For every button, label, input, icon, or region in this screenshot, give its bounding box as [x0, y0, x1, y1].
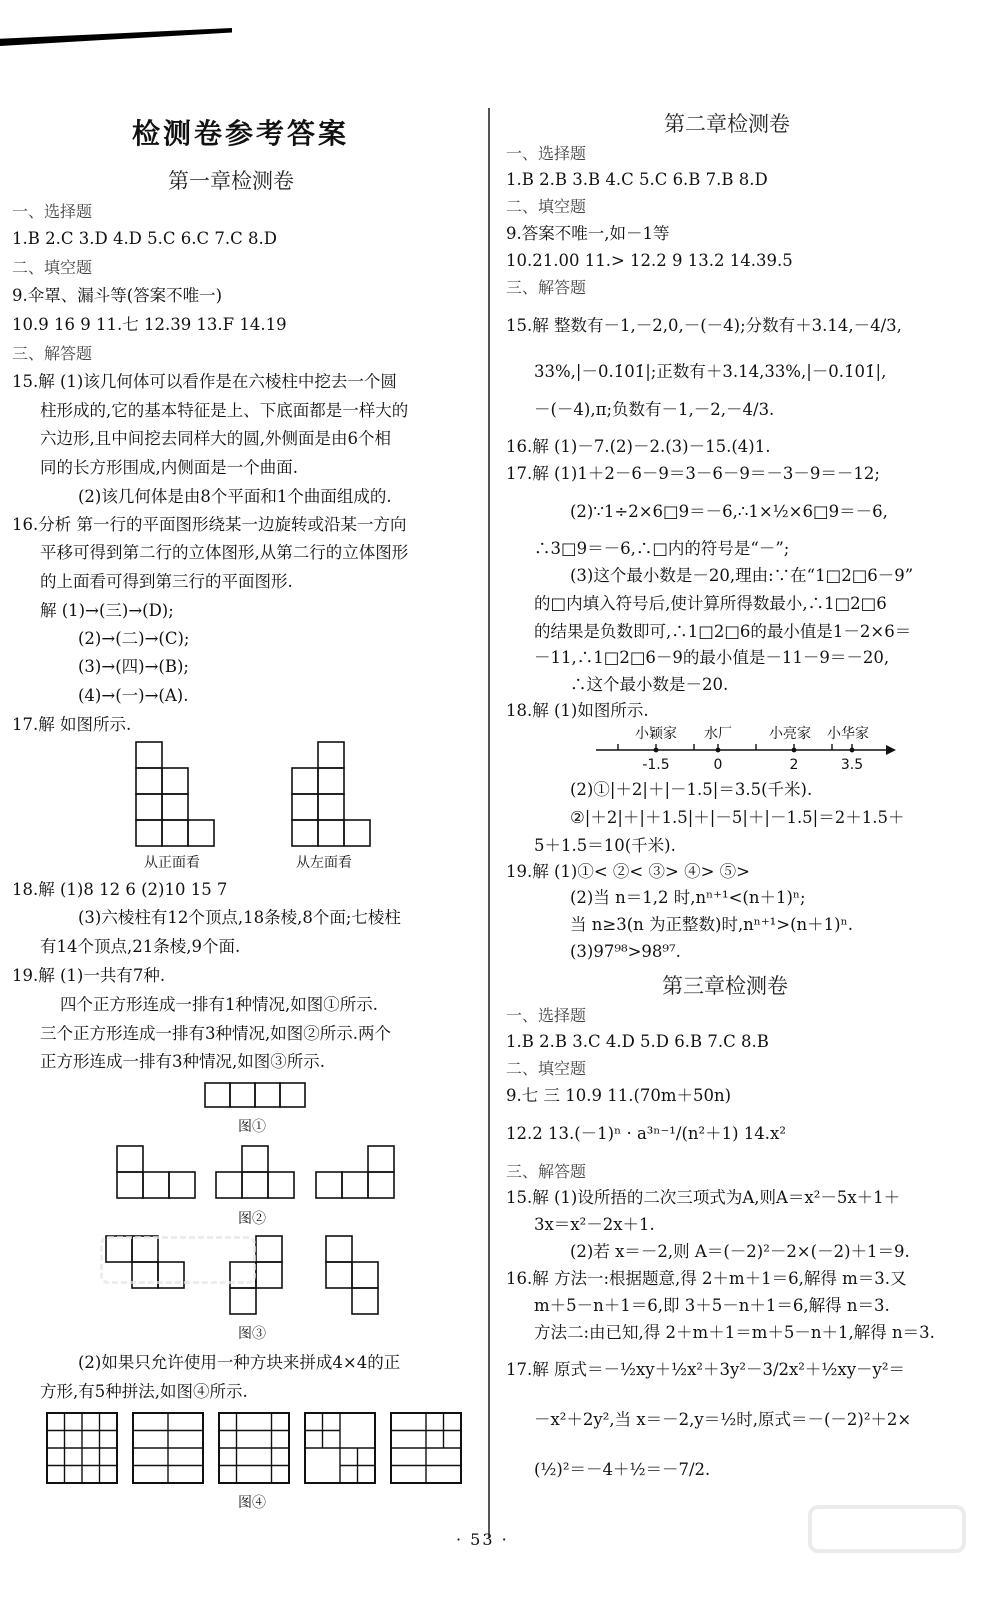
- nl-tick: 3.5: [840, 757, 864, 773]
- nl-label: 水厂: [704, 726, 732, 742]
- answer-line: 9.伞罩、漏斗等(答案不唯一): [12, 286, 223, 305]
- answer-line: 10.21.00 11.> 12.2 9 13.2 14.39.5: [506, 251, 793, 270]
- answer-line: 16.分析 第一行的平面图形绕某一边旋转或沿某一方向: [12, 515, 407, 534]
- answer-line: (2)→(二)→(C);: [78, 629, 190, 648]
- answer-line: (3)这个最小数是－20,理由:∵在“1□2□6－9”: [570, 566, 914, 585]
- answer-line: 19.解 (1)①< ②< ③> ④> ⑤>: [506, 862, 750, 881]
- section-heading: 一、选择题: [506, 1006, 587, 1025]
- chapter3-title: 第三章检测卷: [662, 974, 788, 998]
- answer-line: 3x＝x²－2x＋1.: [534, 1215, 655, 1234]
- answer-line: 15.解 (1)该几何体可以看作是在六棱柱中挖去一个圆: [12, 372, 397, 391]
- answer-line: (3)→(四)→(B);: [78, 657, 189, 676]
- answer-line: 17.解 如图所示.: [12, 715, 132, 734]
- answer-line: m＋5－n＋1＝6,即 3＋5－n＋1＝6,解得 n＝3.: [534, 1296, 890, 1315]
- top-decor-bar: [0, 28, 232, 46]
- page-title: 检测卷参考答案: [132, 117, 350, 150]
- caption-left-view: 从左面看: [296, 855, 352, 871]
- nl-tick: 0: [713, 757, 723, 773]
- answer-line: －11,∴1□2□6－9的最小值是－11－9＝－20,: [534, 648, 890, 667]
- answer-line: 16.解 方法一:根据题意,得 2＋m＋1＝6,解得 m＝3.又: [506, 1269, 907, 1288]
- answer-line: ∴这个最小数是－20.: [570, 675, 729, 694]
- section-heading: 二、填空题: [506, 197, 587, 216]
- answer-line: 17.解 原式＝－½xy＋½x²＋3y²－3/2x²＋½xy－y²＝: [506, 1360, 905, 1379]
- figure-4-caption: 图④: [238, 1495, 266, 1511]
- answer-line: (3)六棱柱有12个顶点,18条棱,8个面;七棱柱: [78, 908, 401, 927]
- watermark-logo: [808, 1505, 966, 1553]
- answer-line: 方法二:由已知,得 2＋m＋1＝m＋5－n＋1,解得 n＝3.: [534, 1323, 935, 1342]
- answer-line: ∴3□9＝－6,∴□内的符号是“－”;: [534, 539, 790, 558]
- answer-line: 15.解 (1)设所捂的二次三项式为A,则A＝x²－5x＋1＋: [506, 1188, 901, 1207]
- section-heading: 一、选择题: [12, 202, 93, 221]
- answer-line: 1.B 2.B 3.B 4.C 5.C 6.B 7.B 8.D: [506, 170, 768, 189]
- figure-1-caption: 图①: [238, 1119, 266, 1135]
- answer-line: －x²＋2y²,当 x＝－2,y＝½时,原式＝－(－2)²＋2×: [534, 1410, 912, 1429]
- answer-line: 的□内填入符号后,使计算所得数最小,∴1□2□6: [534, 594, 887, 613]
- section-heading: 三、解答题: [506, 1162, 587, 1181]
- chapter2-title: 第二章检测卷: [664, 112, 790, 136]
- page-number: · 53 ·: [456, 1530, 509, 1549]
- answer-line: 解 (1)→(三)→(D);: [40, 601, 174, 620]
- answer-line: 的上面看可得到第三行的平面图形.: [40, 572, 293, 591]
- nl-label: 小华家: [827, 726, 869, 742]
- answer-line: 9.答案不唯一,如－1等: [506, 224, 670, 243]
- section-heading: 三、解答题: [506, 278, 587, 297]
- nl-label: 小亮家: [769, 726, 811, 742]
- figure-3-caption: 图③: [238, 1326, 266, 1342]
- answer-line: (3)97⁹⁸>98⁹⁷.: [570, 942, 681, 961]
- answer-line: (2)如果只允许使用一种方块来拼成4×4的正: [78, 1353, 401, 1372]
- answer-line: 方形,有5种拼法,如图④所示.: [40, 1382, 248, 1401]
- answer-line: (2)若 x＝－2,则 A＝(－2)²－2×(－2)＋1＝9.: [570, 1242, 910, 1261]
- answer-line: (2)该几何体是由8个平面和1个曲面组成的.: [78, 487, 392, 506]
- answer-line: 10.9 16 9 11.七 12.39 13.F 14.19: [12, 315, 287, 334]
- section-heading: 二、填空题: [506, 1059, 587, 1078]
- answer-line: 19.解 (1)一共有7种.: [12, 966, 166, 985]
- nl-tick: 2: [789, 757, 799, 773]
- section-heading: 二、填空题: [12, 258, 93, 277]
- answer-line: ②|＋2|＋|＋1.5|＋|－5|＋|－1.5|＝2＋1.5＋: [570, 808, 905, 827]
- nl-tick: -1.5: [642, 757, 670, 773]
- answer-line: 当 n≥3(n 为正整数)时,nⁿ⁺¹>(n＋1)ⁿ.: [570, 915, 853, 934]
- answer-line: 柱形成的,它的基本特征是上、下底面都是一样大的: [40, 401, 409, 420]
- answer-line: 15.解 整数有－1,－2,0,－(－4);分数有＋3.14,－4/3,: [506, 316, 902, 335]
- caption-front-view: 从正面看: [144, 855, 200, 871]
- answer-line: 正方形连成一排有3种情况,如图③所示.: [40, 1052, 325, 1071]
- answer-line: 四个正方形连成一排有1种情况,如图①所示.: [60, 995, 378, 1014]
- answer-line: 5＋1.5＝10(千米).: [534, 836, 676, 855]
- answer-line: 9.七 三 10.9 11.(70m＋50n): [506, 1086, 732, 1105]
- figure-2-shapes: [116, 1145, 396, 1199]
- answer-line: 六边形,且中间挖去同样大的圆,外侧面是由6个相: [40, 429, 391, 448]
- answer-line: 同的长方形围成,内侧面是一个曲面.: [40, 458, 298, 477]
- figure-2-caption: 图②: [238, 1211, 266, 1227]
- answer-line: －(－4),π;负数有－1,－2,－4/3.: [534, 400, 775, 419]
- answer-line: 平移可得到第二行的立体图形,从第二行的立体图形: [40, 543, 409, 562]
- watermark-stamp: [100, 1236, 256, 1284]
- answer-line: (2)当 n＝1,2 时,nⁿ⁺¹<(n＋1)ⁿ;: [570, 888, 806, 907]
- nl-label: 小颖家: [635, 726, 677, 742]
- column-divider: [488, 108, 490, 1538]
- answer-line: 17.解 (1)1＋2－6－9＝3－6－9＝－3－9＝－12;: [506, 464, 880, 483]
- section-heading: 三、解答题: [12, 344, 93, 363]
- answer-line: 12.2 13.(－1)ⁿ · a³ⁿ⁻¹/(n²＋1) 14.x²: [506, 1124, 786, 1143]
- answer-line: 33%,|－0.1̇01̇|;正数有＋3.14,33%,|－0.1̇01̇|,: [534, 362, 887, 381]
- number-line: [596, 724, 896, 774]
- answer-line: 的结果是负数即可,∴1□2□6的最小值是1－2×6＝: [534, 622, 912, 641]
- answer-line: 18.解 (1)如图所示.: [506, 701, 649, 720]
- views-figure: [136, 742, 376, 846]
- answer-line: 1.B 2.C 3.D 4.D 5.C 6.C 7.C 8.D: [12, 229, 277, 248]
- chapter1-title: 第一章检测卷: [168, 169, 294, 193]
- section-heading: 一、选择题: [506, 144, 587, 163]
- answer-line: (½)²＝－4＋½＝－7/2.: [534, 1460, 711, 1479]
- figure-1-strip: [204, 1082, 306, 1108]
- answer-line: 18.解 (1)8 12 6 (2)10 15 7: [12, 880, 228, 899]
- answer-line: 三个正方形连成一排有3种情况,如图②所示.两个: [40, 1024, 391, 1043]
- answer-line: 有14个顶点,21条棱,9个面.: [40, 937, 241, 956]
- answer-line: (4)→(一)→(A).: [78, 686, 189, 705]
- answer-line: (2)∵1÷2×6□9＝－6,∴1×½×6□9＝－6,: [570, 502, 888, 521]
- figure-4-tilings: [46, 1412, 462, 1484]
- answer-line: 16.解 (1)－7.(2)－2.(3)－15.(4)1.: [506, 437, 771, 456]
- answer-line: (2)①|＋2|＋|－1.5|＝3.5(千米).: [570, 780, 813, 799]
- answer-line: 1.B 2.B 3.C 4.D 5.D 6.B 7.C 8.B: [506, 1032, 769, 1051]
